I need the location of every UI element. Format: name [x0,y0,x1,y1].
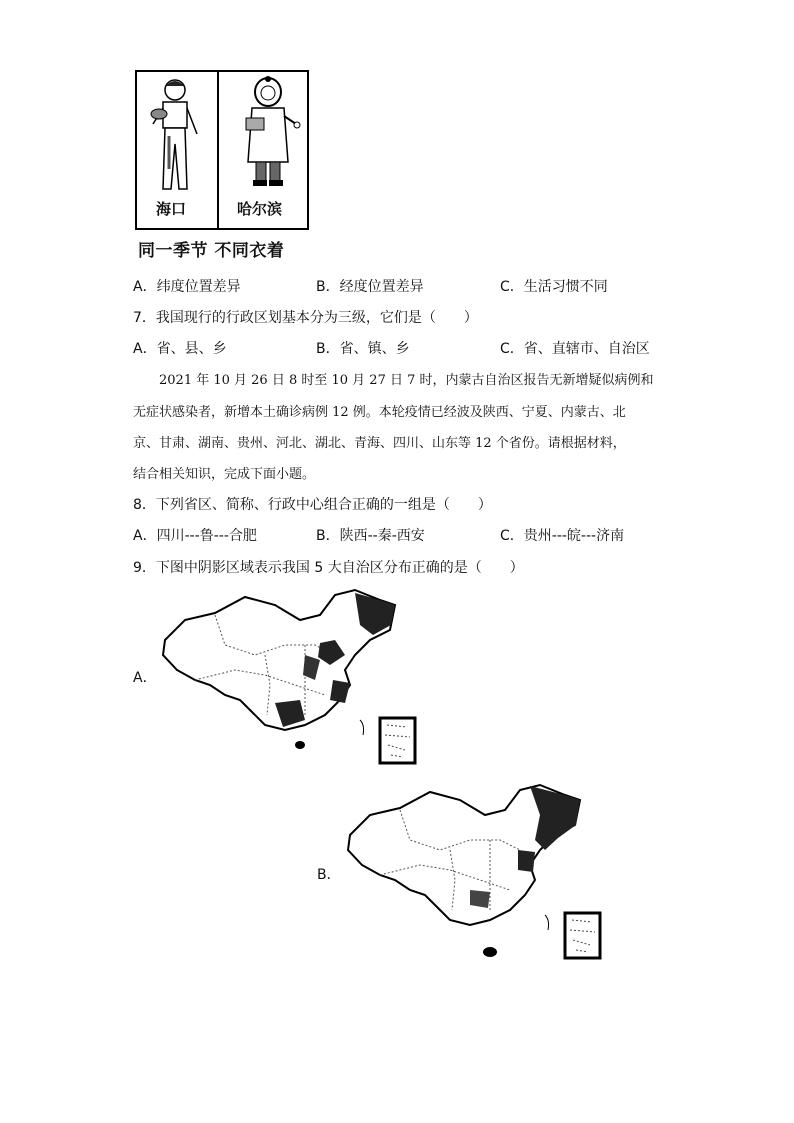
q7-option-c[interactable]: C．省、直辖市、自治区 [500,341,650,357]
china-map-option-a[interactable] [155,585,420,767]
figure-caption: 同一季节 不同衣着 [138,241,285,261]
passage-line-1: 2021 年 10 月 26 日 8 时至 10 月 27 日 7 时，内蒙古自治区报告无新增疑似病例和 [159,373,654,388]
q9-stem: 9．下图中阴影区域表示我国 5 大自治区分布正确的是（ ） [133,560,524,576]
q8-stem: 8．下列省区、简称、行政中心组合正确的一组是（ ） [133,497,492,513]
passage-line-4: 结合相关知识，完成下面小题。 [133,467,316,482]
q6-option-a[interactable]: A．纬度位置差异 [133,279,241,295]
q7-option-a[interactable]: A．省、县、乡 [133,341,227,357]
haikou-label: 海口 [156,200,187,218]
q9-option-a-label[interactable]: A． [133,670,157,686]
q8-option-c[interactable]: C．贵州---皖---济南 [500,528,625,544]
q7-stem: 7．我国现行的行政区划基本分为三级，它们是（ ） [133,310,478,326]
q8-option-b[interactable]: B．陕西--秦-西安 [316,528,425,544]
q7-option-b[interactable]: B．省、镇、乡 [316,341,410,357]
q6-option-b[interactable]: B．经度位置差异 [316,279,424,295]
passage-line-2: 无症状感染者，新增本土确诊病例 12 例。本轮疫情已经波及陕西、宁夏、内蒙古、北 [133,405,626,420]
q8-option-a[interactable]: A．四川---鲁---合肥 [133,528,257,544]
q6-option-c[interactable]: C．生活习惯不同 [500,279,608,295]
clothing-figure-divider [217,70,219,230]
harbin-label: 哈尔滨 [237,200,283,218]
q9-option-b-label[interactable]: B． [317,867,341,883]
china-map-option-b[interactable] [340,780,605,962]
haikou-person-illustration [145,74,205,196]
passage-line-3: 京、甘肃、湖南、贵州、河北、湖北、青海、四川、山东等 12 个省份。请根据材料， [133,436,626,451]
harbin-person-illustration [238,74,302,196]
